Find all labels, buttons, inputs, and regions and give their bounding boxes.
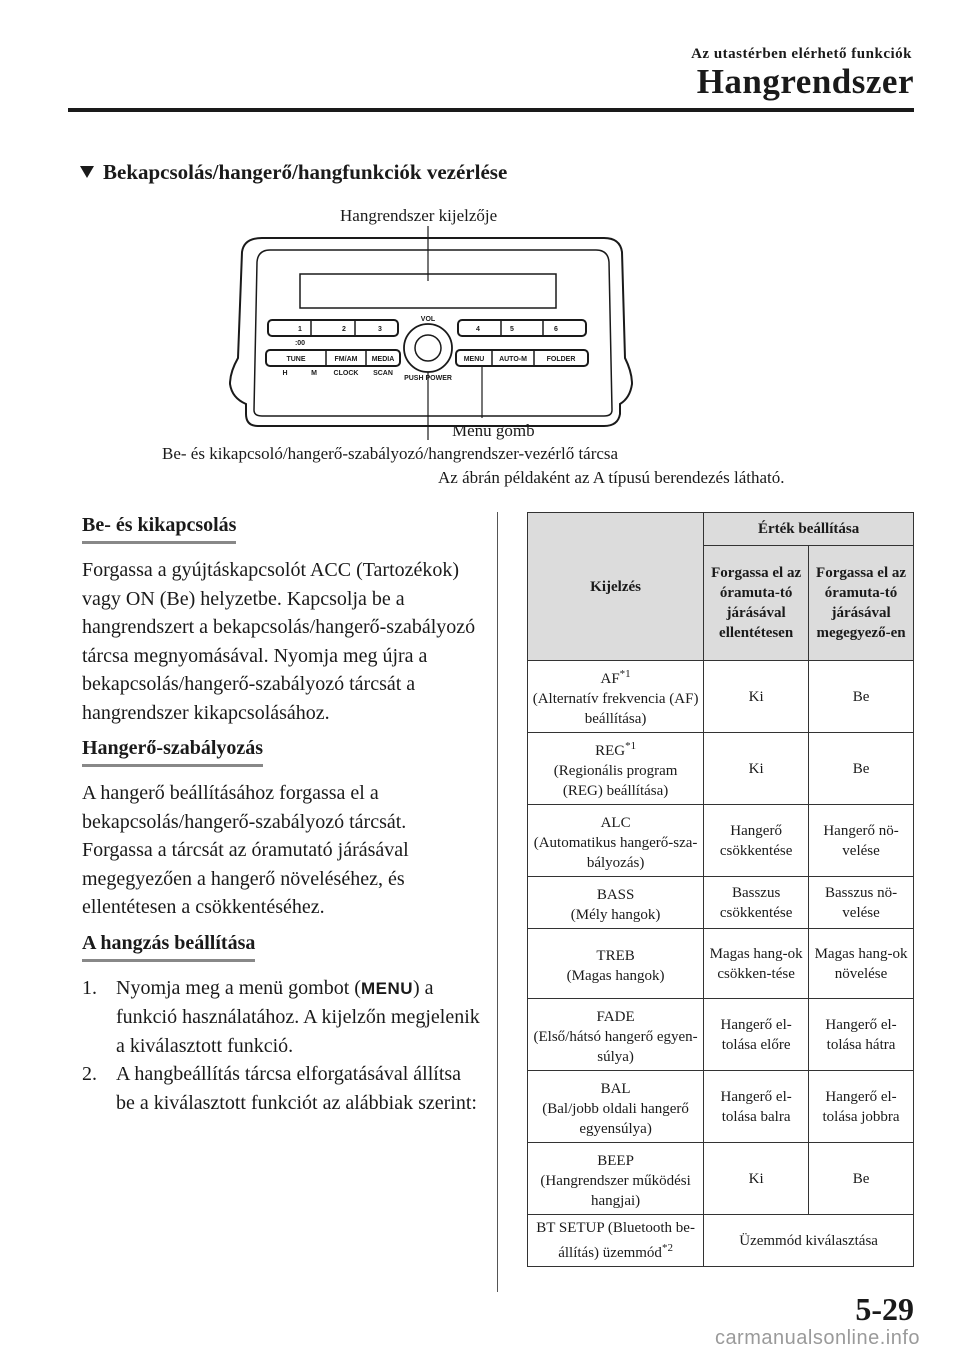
cell-ccw: Ki: [704, 661, 809, 733]
audio-unit-illustration: [0, 0, 960, 470]
figure-caption: Az ábrán példaként az A típusú berendezés látható.: [438, 468, 785, 487]
step-1: [82, 974, 482, 1061]
cell-bt-value: Üzemmód kiválasztása: [704, 1215, 914, 1267]
sound-settings-table: [527, 512, 914, 1267]
th-ccw: Forgassa el az óramuta-tó járásával ellentétesen: [704, 546, 809, 661]
sub-label-00: :00: [294, 340, 306, 347]
para-volume: A hangerő beállításához forgassa el a bekapcsolás/hangerő-szabályozó tárcsát. Forgassa a tárcsát az óramutató járásával megegyezően a hangerő növeléséhez, és ellentétesen a csökkentéséhez.: [82, 782, 409, 918]
tune-label: TUNE: [286, 356, 306, 363]
fmam-label: FM/AM: [334, 356, 358, 363]
cell-cw: Be: [809, 733, 914, 805]
cell-kijelzes: BEEP (Hangrendszer működési hangjai): [528, 1143, 704, 1215]
label-volume-knob: Be- és kikapcsoló/hangerő-szabályozó/hangrendszer-vezérlő tárcsa: [162, 444, 619, 463]
watermark: carmanualsonline.info: [714, 1327, 920, 1349]
autom-label: AUTO-M: [499, 356, 527, 363]
clock-label: CLOCK: [333, 370, 359, 377]
cell-cw: Hangerő el-tolása hátra: [809, 999, 914, 1071]
preset-5-label: 5: [510, 326, 514, 333]
th-ertek: Érték beállítása: [704, 513, 914, 546]
chapter-title: Az utastérben elérhető funkciók: [691, 46, 912, 62]
cell-ccw: Hangerő el-tolása balra: [704, 1071, 809, 1143]
preset-4-label: 4: [476, 326, 480, 333]
table-row: [528, 733, 914, 805]
folder-label: FOLDER: [546, 356, 576, 363]
table-row-bt-setup: [528, 1215, 914, 1267]
step-2-number: 2.: [82, 1063, 97, 1085]
preset-2-label: 2: [342, 326, 346, 333]
cell-kijelzes: BAL (Bal/jobb oldali hangerő egyensúlya): [528, 1071, 704, 1143]
table-row: [528, 877, 914, 929]
left-column: [82, 514, 482, 1117]
page-title: Hangrendszer: [696, 62, 914, 101]
cell-bt-setup: BT SETUP (Bluetooth be-állítás) üzemmód$^{*2}$: [528, 1215, 704, 1267]
cell-cw: Magas hang-ok növelése: [809, 929, 914, 999]
cell-ccw: Hangerő csökkentése: [704, 805, 809, 877]
push-power-label: PUSH POWER: [404, 375, 452, 382]
h-label: H: [282, 370, 288, 377]
cell-ccw: Magas hang-ok csökken-tése: [704, 929, 809, 999]
table-row: [528, 805, 914, 877]
step-2: [82, 1060, 482, 1117]
cell-kijelzes: TREB (Magas hangok): [528, 929, 704, 999]
table-row: [528, 1143, 914, 1215]
step-1-text: Nyomja meg a menü gombot (MENU) a funkció használatához. A kijelzőn megjelenik a kiválasztott funkció.: [116, 976, 480, 1057]
heading-sound: A hangzás beállítása: [82, 932, 255, 962]
cell-cw: Hangerő el-tolása jobbra: [809, 1071, 914, 1143]
audio-unit-inner: [254, 250, 612, 416]
preset-6-label: 6: [554, 326, 558, 333]
cell-cw: Hangerő nö-velése: [809, 805, 914, 877]
column-divider: [497, 512, 498, 1292]
cell-cw: Be: [809, 1143, 914, 1215]
step-2-text: A hangbeállítás tárcsa elforgatásával állítsa be a kiválasztott funkciót az alábbiak szerint:: [116, 1063, 477, 1114]
table-row: [528, 999, 914, 1071]
cell-ccw: Ki: [704, 733, 809, 805]
cell-kijelzes: ALC (Automatikus hangerő-sza-bályozás): [528, 805, 704, 877]
th-cw: Forgassa el az óramuta-tó járásával megegyező-en: [809, 546, 914, 661]
audio-unit-outer: [230, 238, 632, 426]
scan-label: SCAN: [373, 370, 393, 377]
vol-label: VOL: [420, 316, 436, 323]
cell-cw: Basszus nö-velése: [809, 877, 914, 929]
menu-label: MENU: [463, 356, 485, 363]
cell-ccw: Basszus csökkentése: [704, 877, 809, 929]
m-label: M: [311, 370, 317, 377]
volume-knob-inner: [415, 335, 441, 361]
table-row: [528, 661, 914, 733]
heading-volume: Hangerő-szabályozás: [82, 737, 263, 767]
page-number: 5-29: [855, 1291, 914, 1327]
cell-kijelzes: REG$^{*1}$ (Regionális program (REG) beállítása): [528, 733, 704, 805]
cell-ccw: Ki: [704, 1143, 809, 1215]
label-display: Hangrendszer kijelzője: [340, 206, 498, 225]
preset-3-label: 3: [378, 326, 382, 333]
volume-knob-outer: [404, 324, 452, 372]
para-power: Forgassa a gyújtáskapcsolót ACC (Tartozékok) vagy ON (Be) helyzetbe. Kapcsolja be a hangrendszert a bekapcsolás/hangerő-szabályozó tárcsa megnyomásával. Nyomja meg újra a bekapcsolás/hangerő-szabályozó tárcsát a hangrendszer kikapcsolásához.: [82, 559, 476, 724]
table-row: [528, 1071, 914, 1143]
section-title-text: Bekapcsolás/hangerő/hangfunkciók vezérlése: [103, 160, 508, 184]
cell-kijelzes: FADE (Első/hátsó hangerő egyen-súlya): [528, 999, 704, 1071]
menu-button-tag: MENU: [360, 978, 414, 998]
cell-kijelzes: BASS (Mély hangok): [528, 877, 704, 929]
heading-power: Be- és kikapcsolás: [82, 514, 236, 544]
preset-1-label: 1: [298, 326, 302, 333]
table-body: [528, 661, 914, 1267]
label-menu-button: Menü gomb: [452, 421, 535, 440]
th-kijelzes: Kijelzés: [528, 513, 704, 661]
media-label: MEDIA: [371, 356, 395, 363]
table-row: [528, 929, 914, 999]
cell-cw: Be: [809, 661, 914, 733]
cell-ccw: Hangerő el-tolása előre: [704, 999, 809, 1071]
step-1-number: 1.: [82, 976, 97, 999]
cell-kijelzes: AF$^{*1}$ (Alternatív frekvencia (AF) beállítása): [528, 661, 704, 733]
